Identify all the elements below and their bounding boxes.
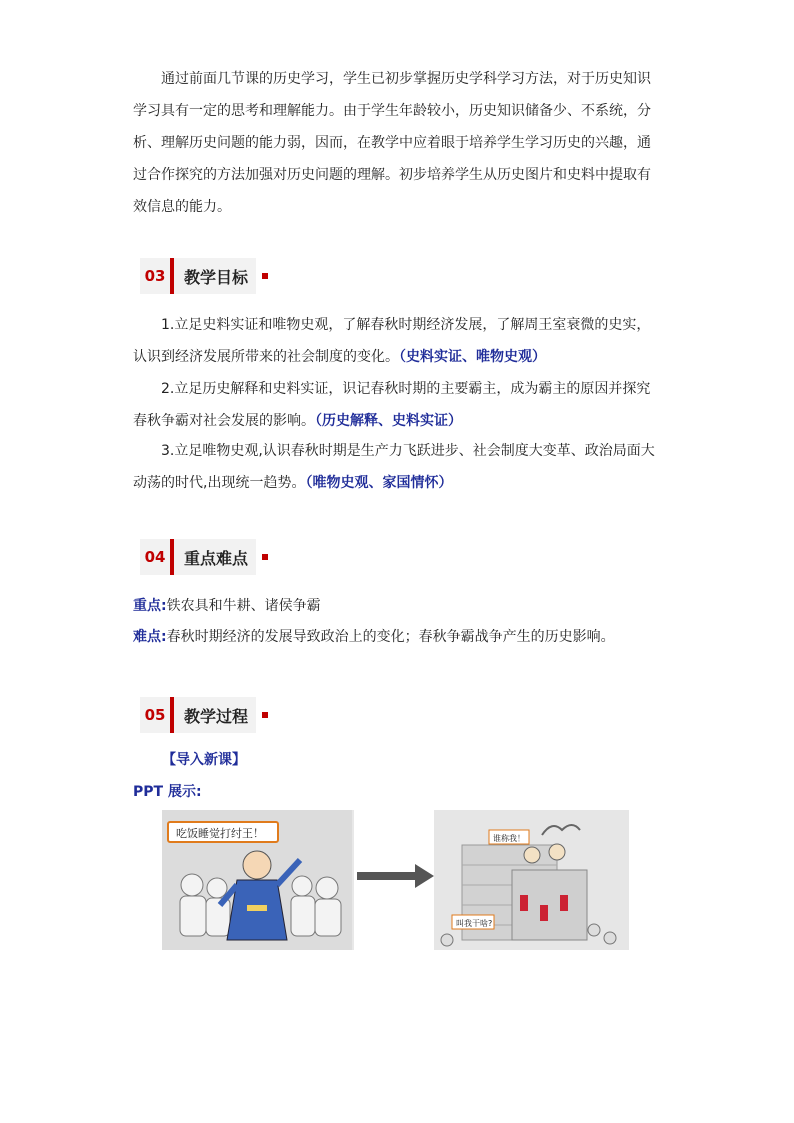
section-header-03 xyxy=(140,258,268,294)
intro-paragraph: 通过前面几节课的历史学习，学生已初步掌握历史学科学习方法，对于历史知识学习具有一定的思考和理解能力。由于学生年龄较小，历史知识储备少、不系统，分析、理解历史问题的能力弱，因而，在教学中应着眼于培养学生学习历史的兴趣，通过合作探究的方法加强对历史问题的理解。初步培养学生从历史图片和史料中提取有效信息的能力。 xyxy=(133,71,651,215)
red-square-icon xyxy=(262,273,268,279)
red-square-icon xyxy=(262,554,268,560)
goal-text: 2.立足历史解释和史料实证，识记春秋时期的主要霸主，成为霸主的原因并探究春秋争霸对社会发展的影响。 xyxy=(133,381,651,429)
section-title: 重点难点 xyxy=(174,539,256,575)
key-points xyxy=(133,590,663,622)
difficult-label: 难点: xyxy=(133,629,167,645)
difficult-text: 春秋时期经济的发展导致政治上的变化；春秋争霸战争产生的历史影响。 xyxy=(166,629,615,645)
section-header-05 xyxy=(140,697,268,733)
bubble-left: 吃饭睡觉打纣王！ xyxy=(176,827,264,840)
bubble-right-bottom: 叫我干啥? xyxy=(456,919,493,928)
section-number: 04 xyxy=(140,539,170,575)
key-text: 铁农具和牛耕、诸侯争霸 xyxy=(166,598,321,614)
goal-text: 3.立足唯物史观,认识春秋时期是生产力飞跃进步、社会制度大变革、政治局面大动荡的时代,出现统一趋势。 xyxy=(133,443,655,491)
section-title: 教学过程 xyxy=(174,697,256,733)
bubble-right-top: 谁称我！ xyxy=(493,834,525,843)
goal-tag: （史料实证、唯物史观） xyxy=(399,349,546,365)
intro-lesson-label: 【导入新课】 xyxy=(162,752,246,768)
ppt-label: PPT 展示: xyxy=(133,784,202,800)
key-label: 重点: xyxy=(133,598,167,614)
ppt-illustration xyxy=(162,810,629,950)
goal-text: 1.立足史料实证和唯物史观，了解春秋时期经济发展，了解周王室衰微的史实，认识到经济发展所带来的社会制度的变化。 xyxy=(133,317,651,365)
section-header-04 xyxy=(140,539,268,575)
ppt-illustration-svg xyxy=(162,810,629,950)
red-square-icon xyxy=(262,712,268,718)
goal-tag: （历史解释、史料实证） xyxy=(315,413,462,429)
goal-3 xyxy=(133,435,663,499)
arrow-right-icon xyxy=(354,810,434,950)
goal-1 xyxy=(133,309,663,373)
goal-tag: （唯物史观、家国情怀） xyxy=(305,475,453,491)
difficult-points xyxy=(133,621,663,653)
goal-2 xyxy=(133,373,663,437)
section-number: 03 xyxy=(140,258,170,294)
section-number: 05 xyxy=(140,697,170,733)
section-title: 教学目标 xyxy=(174,258,256,294)
